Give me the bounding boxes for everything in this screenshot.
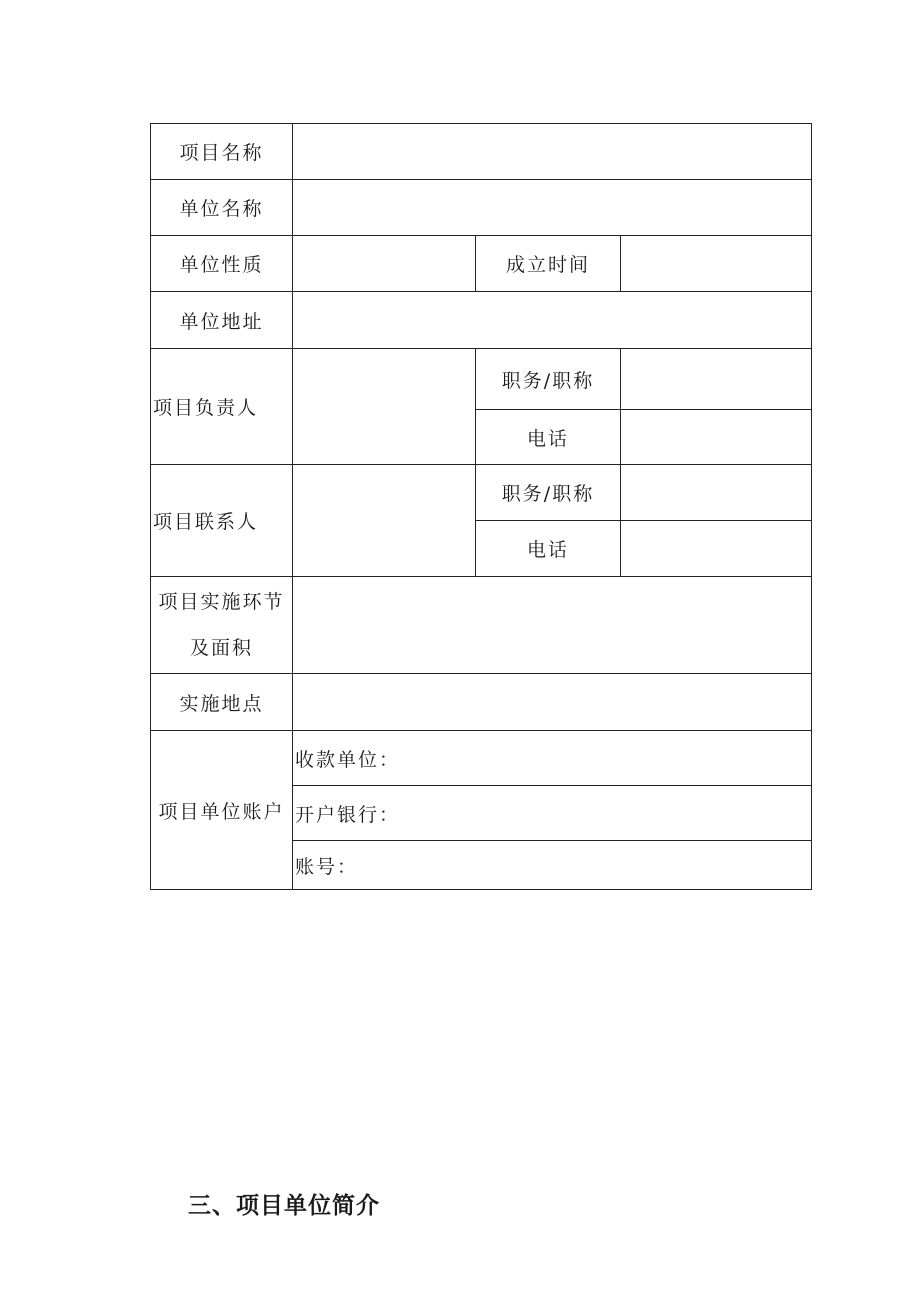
lead-title-label: 职务/职称 — [476, 349, 621, 410]
section-heading: 三、项目单位简介 — [188, 1193, 380, 1219]
org-name-field[interactable] — [293, 180, 812, 236]
org-address-field[interactable] — [293, 292, 812, 349]
impl-location-label: 实施地点 — [151, 674, 293, 731]
impl-stage-field[interactable] — [293, 577, 812, 674]
bank-field[interactable]: 开户银行： — [293, 786, 812, 841]
impl-stage-label-line1: 项目实施环节 — [158, 591, 285, 613]
impl-stage-label-line2: 及面积 — [189, 637, 253, 659]
contact-title-field[interactable] — [621, 465, 812, 521]
contact-title-label: 职务/职称 — [476, 465, 621, 521]
impl-stage-label — [151, 577, 293, 674]
account-no-field[interactable]: 账号： — [293, 841, 812, 890]
row-org-name — [151, 180, 812, 236]
row-lead-title — [151, 349, 812, 410]
org-nature-label: 单位性质 — [151, 236, 293, 292]
org-address-label: 单位地址 — [151, 292, 293, 349]
project-contact-label: 项目联系人 — [151, 465, 293, 577]
payee-field[interactable]: 收款单位： — [293, 731, 812, 786]
project-lead-field[interactable] — [293, 349, 476, 465]
project-info-form — [150, 123, 812, 890]
row-impl-stage — [151, 577, 812, 674]
row-project-name — [151, 124, 812, 180]
row-impl-location — [151, 674, 812, 731]
account-label: 项目单位账户 — [151, 731, 293, 890]
lead-phone-field[interactable] — [621, 410, 812, 465]
project-contact-field[interactable] — [293, 465, 476, 577]
project-name-label: 项目名称 — [151, 124, 293, 180]
row-org-nature — [151, 236, 812, 292]
established-label: 成立时间 — [476, 236, 621, 292]
impl-location-field[interactable] — [293, 674, 812, 731]
lead-phone-label: 电话 — [476, 410, 621, 465]
lead-title-field[interactable] — [621, 349, 812, 410]
row-contact-title — [151, 465, 812, 521]
contact-phone-field[interactable] — [621, 521, 812, 577]
org-name-label: 单位名称 — [151, 180, 293, 236]
row-payee — [151, 731, 812, 786]
contact-phone-label: 电话 — [476, 521, 621, 577]
project-lead-label: 项目负责人 — [151, 349, 293, 465]
org-nature-field[interactable] — [293, 236, 476, 292]
row-org-address — [151, 292, 812, 349]
established-field[interactable] — [621, 236, 812, 292]
project-name-field[interactable] — [293, 124, 812, 180]
